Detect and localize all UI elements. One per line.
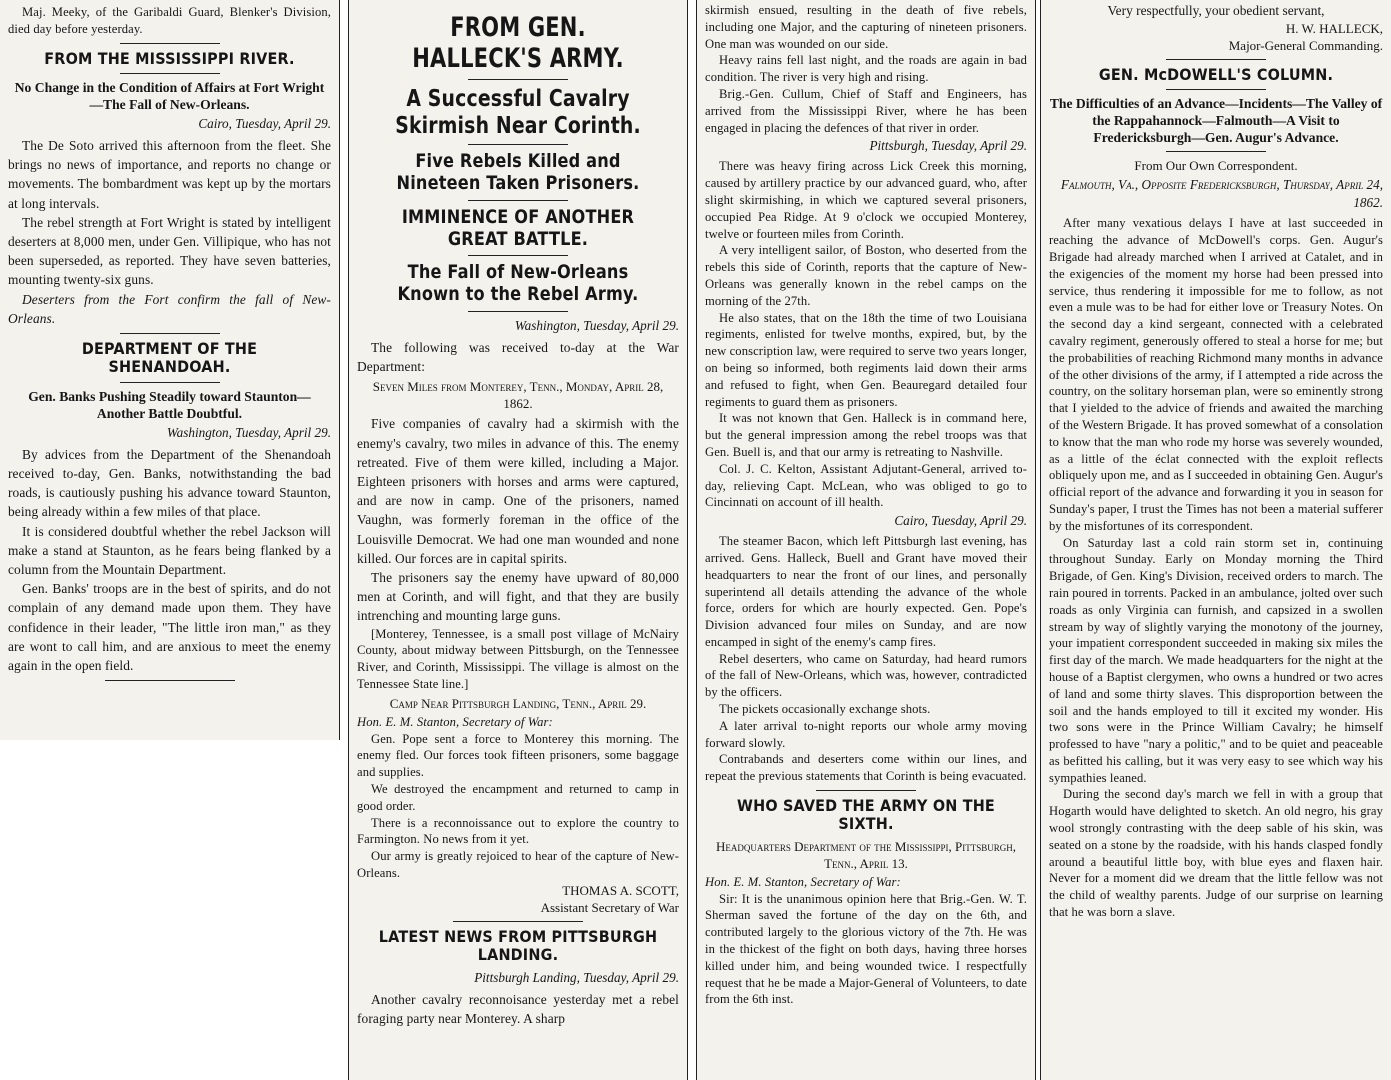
paragraph: On Saturday last a cold rain storm set in, continuing throughout Sunday. Early on Monday morning the Third Brigade, of Gen. King's Division, received orders to march. The rain poured in torrents. Packed in an ambulance, jolted over such roads as only Virginia can furnish, and capsized in a swollen stream by way of slightly varying the monotony of the journey, your impatient correspondent succeeded in making six miles the first day of the march. We made headquarters for the night at the house of a Baptist clergymen, who owns a hundred or two acres of land and some thirty slaves. This disproportion between the soil and the hands employed to till it excited my wonder. His two sons were in the Prince William Cavalry; he himself professed to have "nary a politic," and to be quiet and peaceable as befitted his calling, but it was very easy to see which way his sympathies leaned.: [1049, 535, 1383, 785]
paragraph: By advices from the Department of the Shenandoah received to-day, Gen. Banks, notwithstanding the bad roads, is cautiously pushing his advance toward Staunton, being already within a few miles of that place.: [8, 446, 331, 520]
paragraph: It is considered doubtful whether the rebel Jackson will make a stand at Staunton, as he fears being flanked by a column from the Mountain Department.: [8, 523, 331, 578]
dateline: Washington, Tuesday, April 29.: [514, 318, 679, 334]
divider: [468, 144, 568, 145]
paragraph: [Monterey, Tennessee, is a small post village of McNairy County, about midway between Pittsburgh, on the Tennessee River, and Corinth, Mississippi. The village is almost on the Tennessee State line.]: [357, 626, 679, 692]
headline-skirmish: A Successful Cavalry Skirmish Near Corinth.: [395, 86, 641, 139]
divider: [453, 921, 583, 922]
paragraph: Gen. Banks' troops are in the best of spirits, and do not complain of any demand made upon them. They have confidence in their leader, "The little iron man," as they are wont to call him, and are anxious to meet the enemy again in the open field.: [8, 581, 331, 674]
paragraph: The De Soto arrived this afternoon from the fleet. She brings no news of importance, and reports no change or movements. The bombardment was kept up by the mortars at long intervals.: [8, 137, 331, 211]
headline-new-orleans: The Fall of New-Orleans Known to the Rebel Army.: [397, 261, 639, 306]
salutation: Hon. E. M. Stanton, Secretary of War:: [357, 714, 553, 729]
paragraph: A very intelligent sailor, of Boston, who deserted from the rebels this side of Corinth, reports that the capture of New-Orleans was generally known in the rebel camps on the morning of the 27th.: [705, 243, 1027, 308]
headline-pittsburgh: LATEST NEWS FROM PITTSBURGH LANDING.: [378, 926, 658, 965]
paragraph: Rebel deserters, who came on Saturday, had heard rumors of the fall of New-Orleans, which was, however, contradicted by the officers.: [705, 651, 1027, 700]
paragraph: skirmish ensued, resulting in the death of five rebels, including one Major, and the capturing of nineteen prisoners. One man was wounded on our side.: [705, 3, 1027, 51]
signature-name: THOMAS A. SCOTT,: [562, 882, 679, 898]
divider: [816, 790, 916, 791]
paragraph: Deserters from the Fort confirm the fall of New-Orleans.: [8, 291, 331, 326]
headline-mcdowell: GEN. McDOWELL'S COLUMN.: [1098, 65, 1334, 84]
paragraph: After many vexatious delays I have at last succeeded in reaching the advance of McDowell's corps. Gen. Augur's Brigade had already marched when I arrived at Catalet, and in the exigencies of the moment my horse had been pressed into service, thus rendering it impossible for me to follow, as not even a mule was to be had for either love or Treasury Notes. On the second day a kind sergeant, connected with a celebrated cavalry regiment, generously offered to steal a horse for me; but the probabilities of reaching Richmond many months in advance of the other divisions of the army, if I attempted a ride across the country, on the solitary horseman plan, were so eminently strong that I yielded to the advice of friends and awaited the marching of the Western Brigade. It has proved somewhat of a consolation to know that the man who rode my horse was severely wounded, as a little of the éclat connected with the exploit reflects obliquely upon me, and as I succeeded in obtaining Gen. Augur's official report of the advance and forwarding it you in season for Sunday's paper, I trust the Times has not been a material sufferer by the misfortunes of its correspondent.: [1049, 216, 1383, 533]
paragraph: The rebel strength at Fort Wright is stated by intelligent deserters at 8,000 men, under Gen. Villipique, who has not been superseded, as reported. They have seven batteries, mounting twenty-six guns.: [8, 214, 331, 288]
headline-prisoners: Five Rebels Killed and Nineteen Taken Prisoners.: [396, 149, 640, 194]
signature-name: H. W. HALLECK,: [1285, 21, 1383, 36]
headline-shenandoah: DEPARTMENT OF THE SHENANDOAH.: [81, 339, 258, 377]
paragraph: Five companies of cavalry had a skirmish with the enemy's cavalry, two miles in advance of this. The enemy retreated. Five of them were killed, including a Major. Eighteen prisoners with horses and arms were captured, and are now in camp. One of the prisoners, named Vaughn, was formerly foreman in the office of the Louisville Democrat. We had one man wounded and none killed. Our forces are in capital spirits.: [357, 416, 679, 566]
divider: [468, 255, 568, 256]
column-4: [1040, 0, 1391, 1080]
paragraph: There was heavy firing across Lick Creek this morning, caused by artillery practice by our advanced guard, who, after slight skirmishing, in which we captured several prisoners, occupied Pea Ridge. At 9 o'clock we occupied Monterey, twelve or fourteen miles from Corinth.: [705, 159, 1027, 241]
paragraph: The steamer Bacon, which left Pittsburgh last evening, has arrived. Gens. Halleck, Buell and Grant have moved their headquarters to near the front of our lines, and personally superintend all details attending the advance of the whole force, orders for which are hourly expected. Gen. Pope's Division advanced four miles on Sunday, and are now encamped in sight of the enemy's camp fires.: [705, 534, 1027, 649]
paragraph: There is a reconnoissance out to explore the country to Farmington. No news from it yet.: [357, 815, 679, 847]
column-1: [0, 0, 340, 740]
paragraph: Brig.-Gen. Cullum, Chief of Staff and Engineers, has arrived from the Mississippi River, where he has been engaged in placing the defences of that river in order.: [705, 86, 1027, 135]
dateline: Washington, Tuesday, April 29.: [166, 424, 331, 440]
dateline: Cairo, Tuesday, April 29.: [198, 115, 331, 131]
paragraph: He also states, that on the 18th the time of two Louisiana regiments, enlisted for twelve months, expired, but, by the new conscription law, were required to serve two years longer, on being so informed, both regiments laid down their arms and refused to fight, when Gen. Beauregard detailed four regiments to guard them as prisoners.: [705, 310, 1027, 409]
intro-notice: Maj. Meeky, of the Garibaldi Guard, Blenker's Division, died day before yesterday.: [8, 5, 331, 36]
dateline: Headquarters Department of the Mississippi, Pittsburgh, Tenn., April 13.: [716, 838, 1016, 871]
paragraph: Contrabands and deserters come within our lines, and repeat the previous statements that Corinth is being evacuated.: [705, 752, 1027, 784]
paragraph: Gen. Pope sent a force to Monterey this morning. The enemy fled. Our forces took fifteen prisoners, some baggage and supplies.: [357, 731, 679, 780]
paragraph: The prisoners say the enemy have upward of 80,000 men at Corinth, and will fight, and that they are busily intrenching and mounting large guns.: [357, 570, 679, 624]
headline-imminence: IMMINENCE OF ANOTHER GREAT BATTLE.: [401, 205, 635, 250]
divider: [105, 680, 235, 681]
byline: From Our Own Correspondent.: [1134, 158, 1298, 174]
signature-title: Assistant Secretary of War: [540, 899, 679, 915]
paragraph: The pickets occasionally exchange shots.: [719, 702, 931, 717]
divider: [1166, 59, 1266, 60]
dateline: Seven Miles from Monterey, Tenn., Monday, April 28, 1862.: [372, 379, 664, 412]
dateline: Cairo, Tuesday, April 29.: [894, 513, 1027, 529]
divider: [120, 43, 220, 44]
salutation: Hon. E. M. Stanton, Secretary of War:: [705, 874, 901, 889]
divider: [468, 200, 568, 201]
paragraph: It was not known that Gen. Halleck is in command here, but the general impression among the rebel troops was that Gen. Buell is, and that our army is retreating to Nashville.: [705, 411, 1027, 459]
dateline: Falmouth, Va., Opposite Fredericksburgh, Thursday, April 24, 1862.: [1060, 177, 1383, 211]
column-3: [696, 0, 1036, 1080]
paragraph: Col. J. C. Kelton, Assistant Adjutant-General, arrived to-day, relieving Capt. McLean, who was obliged to go to Cincinnati on account of ill health.: [705, 461, 1027, 510]
headline-who-saved: WHO SAVED THE ARMY ON THE SIXTH.: [737, 796, 995, 834]
paragraph: Sir: It is the unanimous opinion here that Brig.-Gen. W. T. Sherman saved the fortune of the day on the 6th, and contributed largely to the glorious victory of the 7th. He was in the thickest of the fight on both days, having three horses killed under him, and being wounded twice. I respectfully request that he be made a Major-General of Volunteers, to date from the 6th inst.: [705, 891, 1027, 1007]
headline-mississippi: FROM THE MISSISSIPPI RIVER.: [44, 48, 295, 68]
column-2: [348, 0, 688, 1080]
divider: [120, 73, 220, 74]
divider: [1166, 151, 1266, 152]
divider: [1166, 89, 1266, 90]
dateline: Camp Near Pittsburgh Landing, Tenn., April 29.: [389, 695, 647, 711]
subhead-banks: Gen. Banks Pushing Steadily toward Staunton—Another Battle Doubtful.: [28, 388, 311, 421]
paragraph: During the second day's march we fell in with a group that Hogarth would have delighted to sketch. An old negro, his gray wool strongly contrasting with the deep sable of his skin, was seated on a stone by the roadside, with his hands clasped fondly around a beautiful little boy, with blue eyes and flaxen hair. Never for a moment did we dream that the little fellow was not the child of wealthy parents. Judge of our surprise on learning that he was born a slave.: [1049, 787, 1383, 920]
paragraph: The following was received to-day at the War Department:: [357, 340, 679, 375]
divider: [120, 333, 220, 334]
subhead-difficulties: The Difficulties of an Advance—Incidents—The Valley of the Rappahannock—Falmouth—A Visit to Fredericksburgh—Gen. Augur's Advance.: [1049, 96, 1383, 146]
closing-line: Very respectfully, your obedient servant,: [1107, 3, 1325, 18]
dateline: Pittsburgh, Tuesday, April 29.: [869, 138, 1027, 154]
paragraph: Another cavalry reconnoisance yesterday met a rebel foraging party near Monterey. A sharp: [357, 991, 679, 1026]
divider: [468, 79, 568, 80]
paragraph: Our army is greatly rejoiced to hear of the capture of New-Orleans.: [357, 849, 679, 881]
dateline: Pittsburgh Landing, Tuesday, April 29.: [474, 969, 679, 985]
paragraph: We destroyed the encampment and returned to camp in good order.: [357, 782, 679, 813]
paragraph: Heavy rains fell last night, and the roads are again in bad condition. The river is very high and rising.: [705, 53, 1027, 85]
headline-halleck: FROM GEN. HALLECK'S ARMY.: [412, 12, 624, 75]
divider: [468, 311, 568, 312]
divider: [120, 382, 220, 383]
subhead-fort-wright: No Change in the Condition of Affairs at Fort Wright—The Fall of New-Orleans.: [14, 79, 325, 112]
paragraph: A later arrival to-night reports our whole army moving forward slowly.: [705, 718, 1027, 750]
signature-title: Major-General Commanding.: [1228, 38, 1383, 53]
